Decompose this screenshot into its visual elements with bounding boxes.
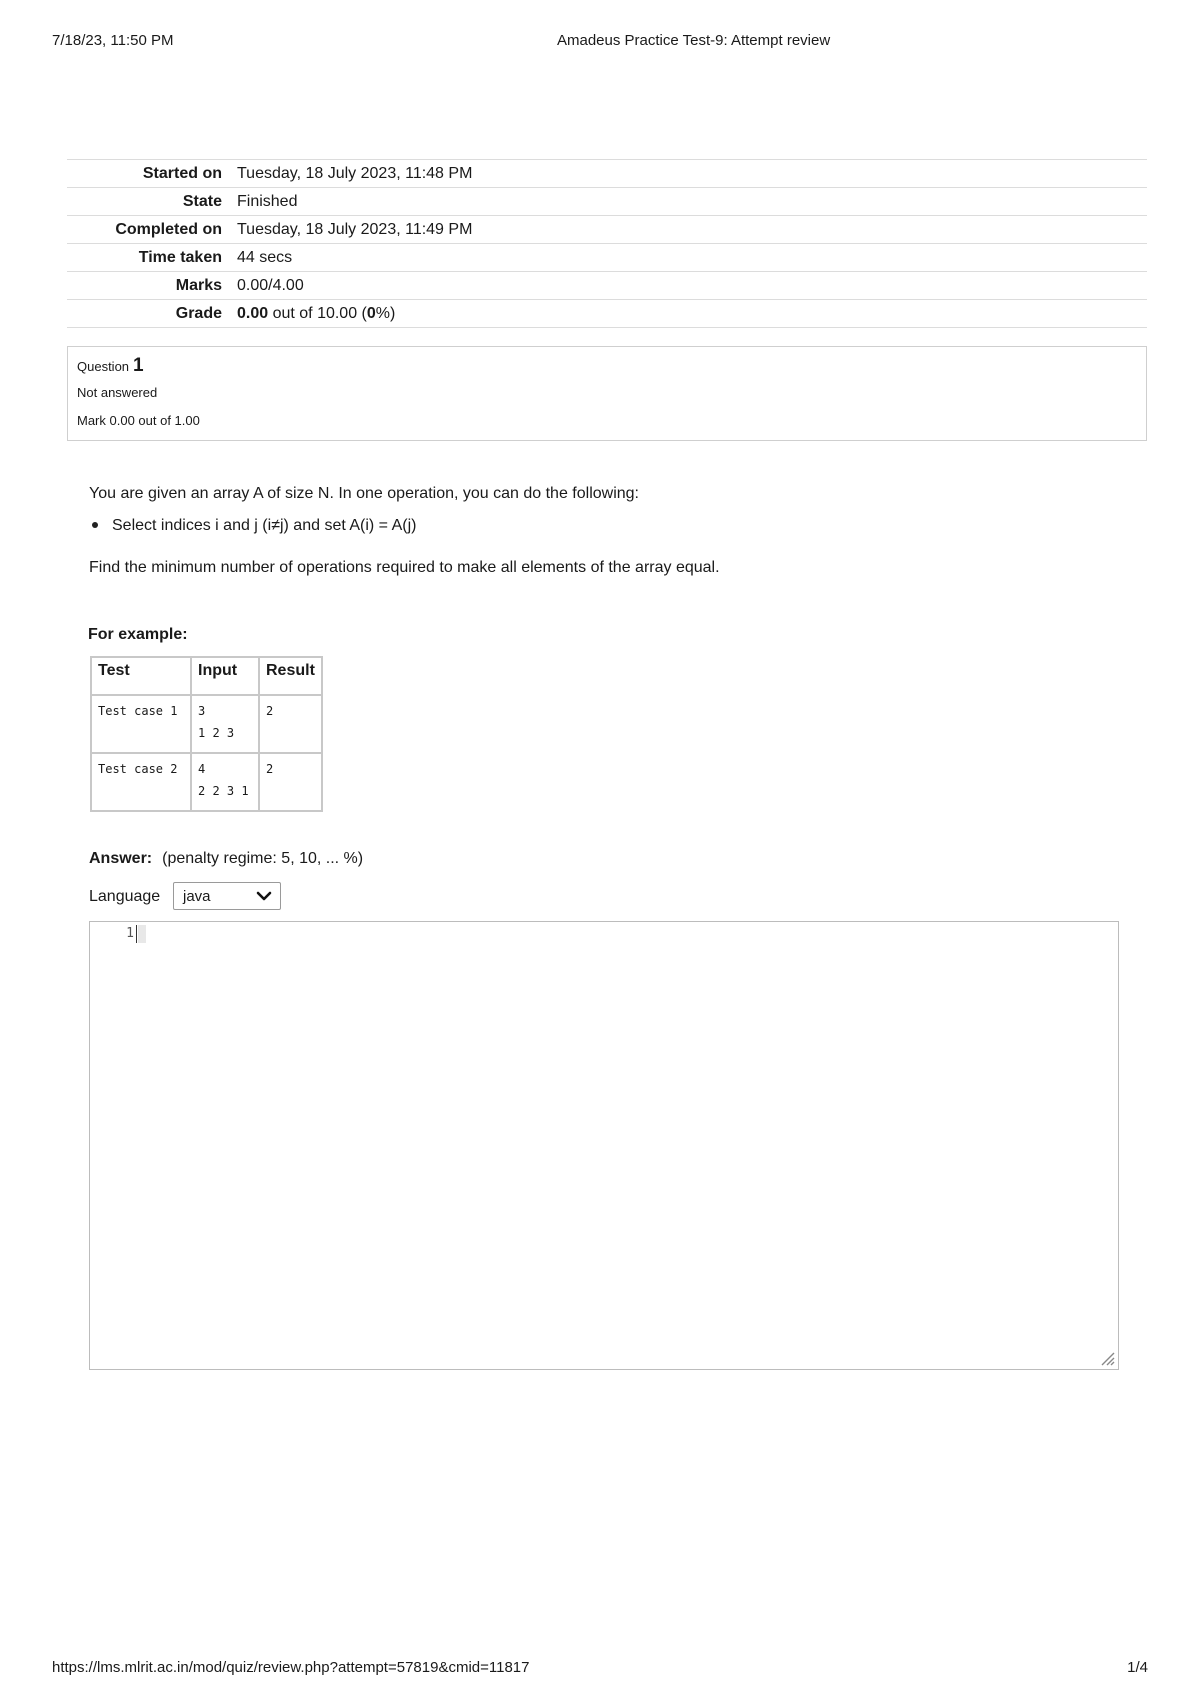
question-intro: You are given an array A of size N. In one operation, you can do the following: (89, 485, 639, 502)
summary-label: Marks (175, 276, 222, 294)
bullet-dot-icon (92, 522, 98, 528)
print-date: 7/18/23, 11:50 PM (52, 32, 174, 49)
summary-value: Tuesday, 18 July 2023, 11:49 PM (237, 220, 473, 238)
col-header: Input (191, 657, 259, 695)
question-info-box (67, 346, 1147, 441)
summary-row (67, 272, 1147, 300)
page-number: 1/4 (1127, 1659, 1148, 1676)
table-row (91, 753, 322, 811)
table-cell: 4 2 2 3 1 (191, 753, 259, 811)
summary-row (67, 244, 1147, 272)
code-editor[interactable] (89, 921, 1119, 1370)
summary-value: Finished (237, 192, 298, 210)
grade-end: %) (375, 304, 396, 322)
example-header-row (91, 657, 322, 695)
summary-value: 44 secs (237, 248, 293, 266)
table-cell: Test case 2 (91, 753, 191, 811)
answer-line (89, 850, 363, 868)
table-cell: 2 (259, 695, 322, 753)
summary-label: Started on (142, 164, 222, 182)
summary-row (67, 216, 1147, 244)
grade-outof: out of 10.00 ( (268, 304, 367, 322)
resize-handle-icon[interactable] (1098, 1349, 1116, 1367)
line-number: 1 (126, 926, 134, 941)
penalty-regime: (penalty regime: 5, 10, ... %) (162, 850, 364, 867)
summary-label: State (182, 192, 222, 210)
summary-row (67, 160, 1147, 188)
table-row (91, 695, 322, 753)
summary-label: Grade (175, 304, 222, 322)
page-url: https://lms.mlrit.ac.in/mod/quiz/review.php?attempt=57819&cmid=11817 (52, 1659, 530, 1676)
chevron-down-icon (256, 889, 272, 903)
for-example-heading: For example: (88, 626, 188, 643)
language-label: Language (89, 888, 161, 905)
summary-row (67, 300, 1147, 328)
col-header: Test (91, 657, 191, 695)
cursor-highlight (138, 925, 146, 943)
summary-label: Time taken (138, 248, 222, 266)
question-task: Find the minimum number of operations required to make all elements of the array equal. (89, 559, 720, 576)
editor-gutter (90, 922, 134, 1369)
answer-label: Answer: (89, 850, 153, 867)
example-table (90, 656, 323, 812)
col-header: Result (259, 657, 322, 695)
question-mark: Mark 0.00 out of 1.00 (77, 413, 200, 428)
attempt-summary-table (67, 159, 1147, 328)
table-cell: Test case 1 (91, 695, 191, 753)
language-value: java (183, 888, 211, 905)
language-select[interactable] (173, 882, 281, 910)
question-number (77, 355, 144, 377)
question-bullet (89, 517, 416, 535)
table-cell: 3 1 2 3 (191, 695, 259, 753)
grade-value (232, 300, 1147, 328)
text-cursor (136, 925, 137, 943)
grade-percent: 0 (366, 304, 376, 322)
print-footer (52, 1659, 1148, 1679)
grade-score: 0.00 (237, 304, 269, 322)
summary-value: 0.00/4.00 (237, 276, 304, 294)
print-title: Amadeus Practice Test-9: Attempt review (557, 32, 831, 49)
question-state: Not answered (77, 385, 158, 400)
print-header (52, 32, 1148, 52)
question-num: 1 (133, 355, 144, 376)
summary-label: Completed on (115, 220, 222, 238)
question-label: Question (77, 359, 130, 374)
summary-value: Tuesday, 18 July 2023, 11:48 PM (237, 164, 473, 182)
summary-row (67, 188, 1147, 216)
table-cell: 2 (259, 753, 322, 811)
bullet-text: Select indices i and j (i≠j) and set A(i) = A(j) (112, 517, 417, 534)
